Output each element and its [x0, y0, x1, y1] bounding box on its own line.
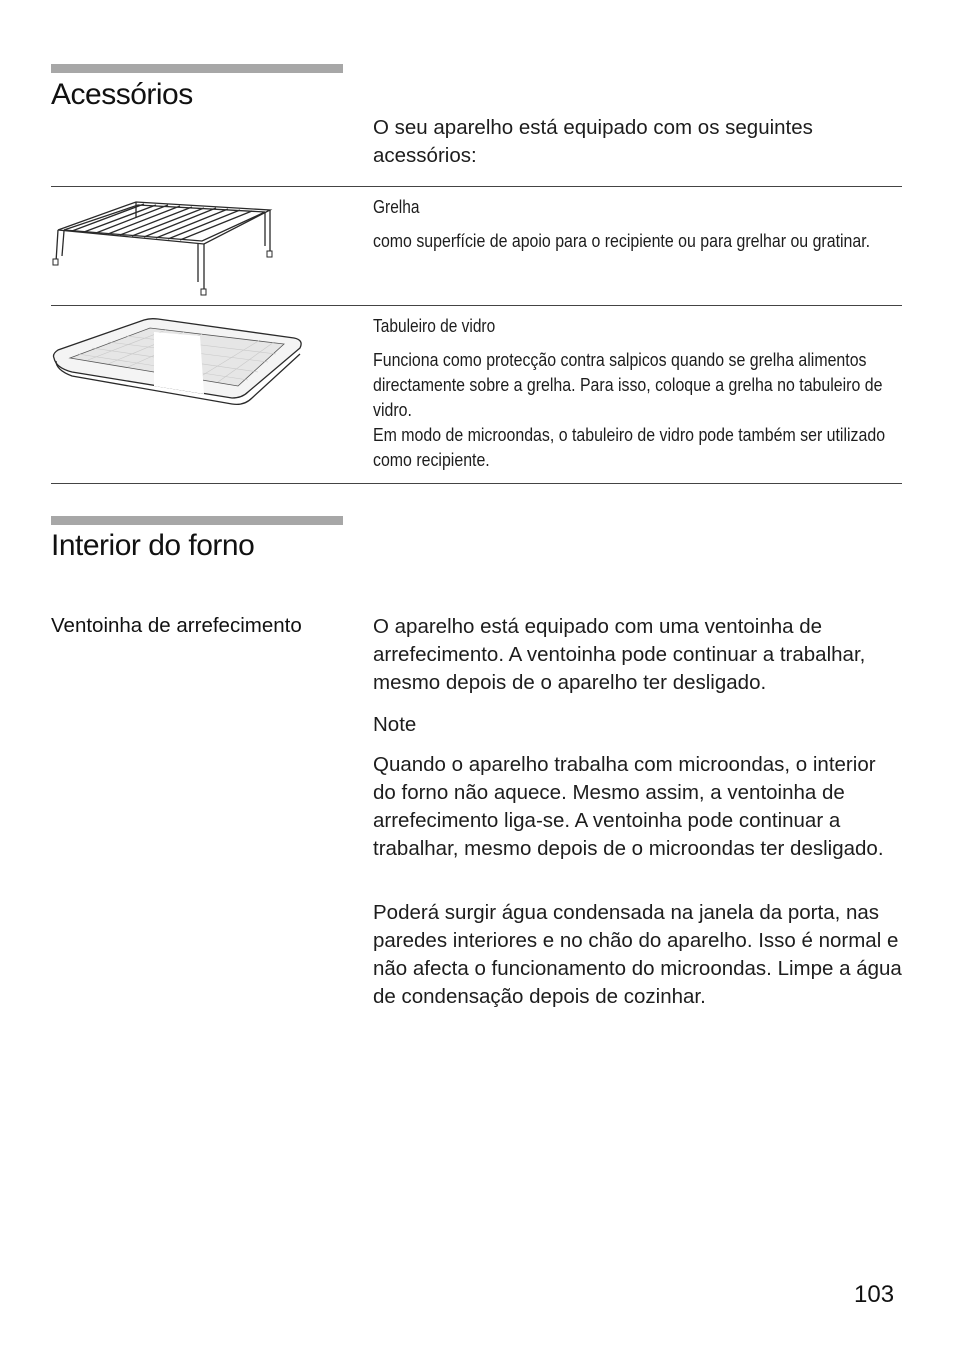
fan-label: Ventoinha de arrefecimento: [51, 614, 302, 637]
tabuleiro-description: [373, 347, 903, 472]
section-bar-accessories: [51, 64, 343, 73]
glass-tray-icon: [48, 314, 308, 410]
accessory-item-grelha: [373, 197, 903, 253]
tabuleiro-description-p2: Em modo de microondas, o tabuleiro de vidro pode também ser utilizado como recipiente.: [373, 424, 886, 470]
note-text: Quando o aparelho trabalha com microondas, o interior do forno não aquece. Mesmo assim, a ventoinha de arrefecimento liga-se. A ventoinha pode continuar a trabalhar, mesmo depois de o microondas ter desligado.: [373, 753, 884, 860]
tabuleiro-title: Tabuleiro de vidro: [373, 316, 496, 336]
grelha-title: Grelha: [373, 197, 420, 217]
condensation-text: Poderá surgir água condensada na janela da porta, nas paredes interiores e no chão do aparelho. Isso é normal e não afecta o funcionamento do microondas. Limpe a água de condensação depois de cozinhar.: [373, 901, 902, 1008]
wire-rack-icon: [48, 196, 278, 300]
table-rule-middle: [51, 305, 902, 306]
accessories-heading: Acessórios: [51, 78, 193, 111]
page-number: 103: [854, 1281, 895, 1308]
fan-text: O aparelho está equipado com uma ventoinha de arrefecimento. A ventoinha pode continuar a trabalhar, mesmo depois de o aparelho ter desligado.: [373, 615, 866, 694]
table-rule-bottom: [51, 483, 902, 484]
interior-heading: Interior do forno: [51, 529, 255, 562]
note-label: Note: [373, 713, 417, 736]
tabuleiro-description-p1: Funciona como protecção contra salpicos quando se grelha alimentos directamente sobre a grelha. Para isso, coloque a grelha no tabuleiro de vidro.: [373, 349, 883, 420]
section-bar-interior: [51, 516, 343, 525]
grelha-description: como superfície de apoio para o recipiente ou para grelhar ou gratinar.: [373, 230, 871, 251]
accessories-intro: O seu aparelho está equipado com os seguintes acessórios:: [373, 116, 813, 167]
table-rule-top: [51, 186, 902, 187]
accessory-item-tabuleiro: [373, 316, 903, 472]
